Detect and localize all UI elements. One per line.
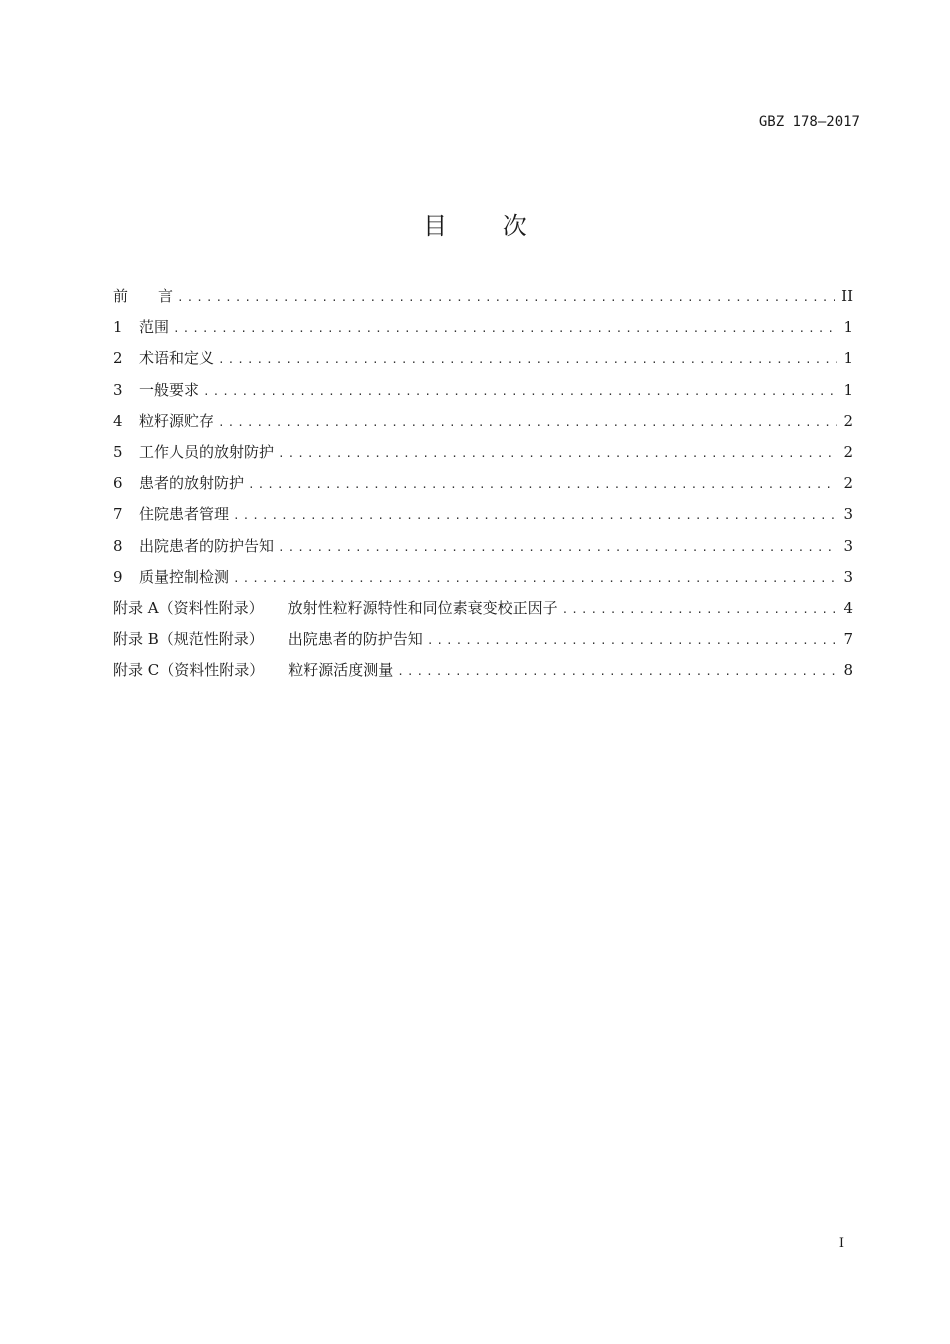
toc-entry-label: 一般要求: [139, 380, 200, 399]
toc-appendix-entry[interactable]: [113, 597, 853, 628]
toc-entry[interactable]: [113, 379, 853, 410]
toc-entry-page: II: [841, 287, 853, 305]
toc-entry-label: 粒籽源贮存: [139, 411, 215, 430]
toc-leader-dots: [427, 634, 837, 647]
toc-entry-page: 2: [843, 411, 853, 430]
toc-entry[interactable]: [113, 535, 853, 566]
toc-entry[interactable]: [113, 566, 853, 597]
toc-appendix-label: 附录 C（资料性附录）: [113, 661, 265, 680]
toc-entry-page: 1: [843, 380, 853, 399]
toc-entry[interactable]: [113, 410, 853, 441]
toc-entry-page: 2: [843, 474, 853, 493]
standard-code: GBZ 178—2017: [758, 114, 860, 130]
toc-entry-number: 8: [113, 536, 123, 555]
toc-appendix-title: 粒籽源活度测量: [288, 661, 394, 680]
toc-entry[interactable]: [113, 441, 853, 472]
toc-leader-dots: [177, 291, 835, 304]
toc-entry-number: 4: [113, 411, 123, 430]
toc-leader-dots: [203, 385, 837, 398]
toc-appendix-label: 附录 A（资料性附录）: [113, 598, 264, 617]
toc-entry-label: 前 言: [113, 287, 174, 305]
page-number: I: [838, 1236, 844, 1251]
toc-entry-number: 2: [113, 349, 123, 368]
toc-entry[interactable]: [113, 503, 853, 534]
page-title: 目 次: [423, 212, 551, 240]
toc-leader-dots: [562, 603, 837, 616]
toc-entry-number: 7: [113, 505, 123, 524]
toc-entry-page: 7: [843, 630, 853, 649]
toc-appendix-title: 出院患者的防护告知: [287, 630, 423, 649]
toc-entry-number: 3: [113, 380, 123, 399]
toc-leader-dots: [397, 665, 837, 678]
toc-entry-label: 患者的放射防护: [139, 474, 245, 493]
toc-leader-dots: [233, 572, 837, 585]
toc-entry-page: 3: [843, 567, 853, 586]
toc-entry-label: 住院患者管理: [139, 505, 230, 524]
toc-leader-dots: [248, 478, 837, 491]
toc-appendix-label: 附录 B（规范性附录）: [113, 630, 264, 649]
toc-entry-number: 6: [113, 474, 123, 493]
toc-entry-page: 3: [843, 505, 853, 524]
toc-leader-dots: [173, 322, 837, 335]
toc-entry-label: 工作人员的放射防护: [139, 442, 275, 461]
toc-entry[interactable]: [113, 347, 853, 378]
toc-leader-dots: [218, 353, 837, 366]
toc-leader-dots: [233, 509, 837, 522]
toc-entry-page: 8: [843, 661, 853, 680]
toc-entry-page: 3: [843, 536, 853, 555]
toc-entry-page: 1: [843, 318, 853, 337]
toc-entry-page: 4: [843, 598, 853, 617]
toc-appendix-entry[interactable]: [113, 659, 853, 690]
toc-leader-dots: [218, 416, 837, 429]
toc-entry-number: 5: [113, 442, 123, 461]
toc-entry[interactable]: [113, 316, 853, 347]
toc-entry-label: 质量控制检测: [139, 567, 230, 586]
toc-entry[interactable]: [113, 472, 853, 503]
toc-entry-label: 范围: [139, 318, 170, 337]
toc-entry-page: 2: [843, 442, 853, 461]
table-of-contents: [113, 285, 853, 690]
toc-leader-dots: [278, 541, 837, 554]
toc-appendix-title: 放射性粒籽源特性和同位素衰变校正因子: [287, 598, 558, 617]
toc-entry-label: 术语和定义: [139, 349, 215, 368]
toc-leader-dots: [278, 447, 837, 460]
toc-entry[interactable]: [113, 285, 853, 316]
toc-entry-number: 9: [113, 567, 123, 586]
toc-entry-number: 1: [113, 318, 123, 337]
toc-appendix-entry[interactable]: [113, 628, 853, 659]
toc-entry-page: 1: [843, 349, 853, 368]
toc-entry-label: 出院患者的防护告知: [139, 536, 275, 555]
